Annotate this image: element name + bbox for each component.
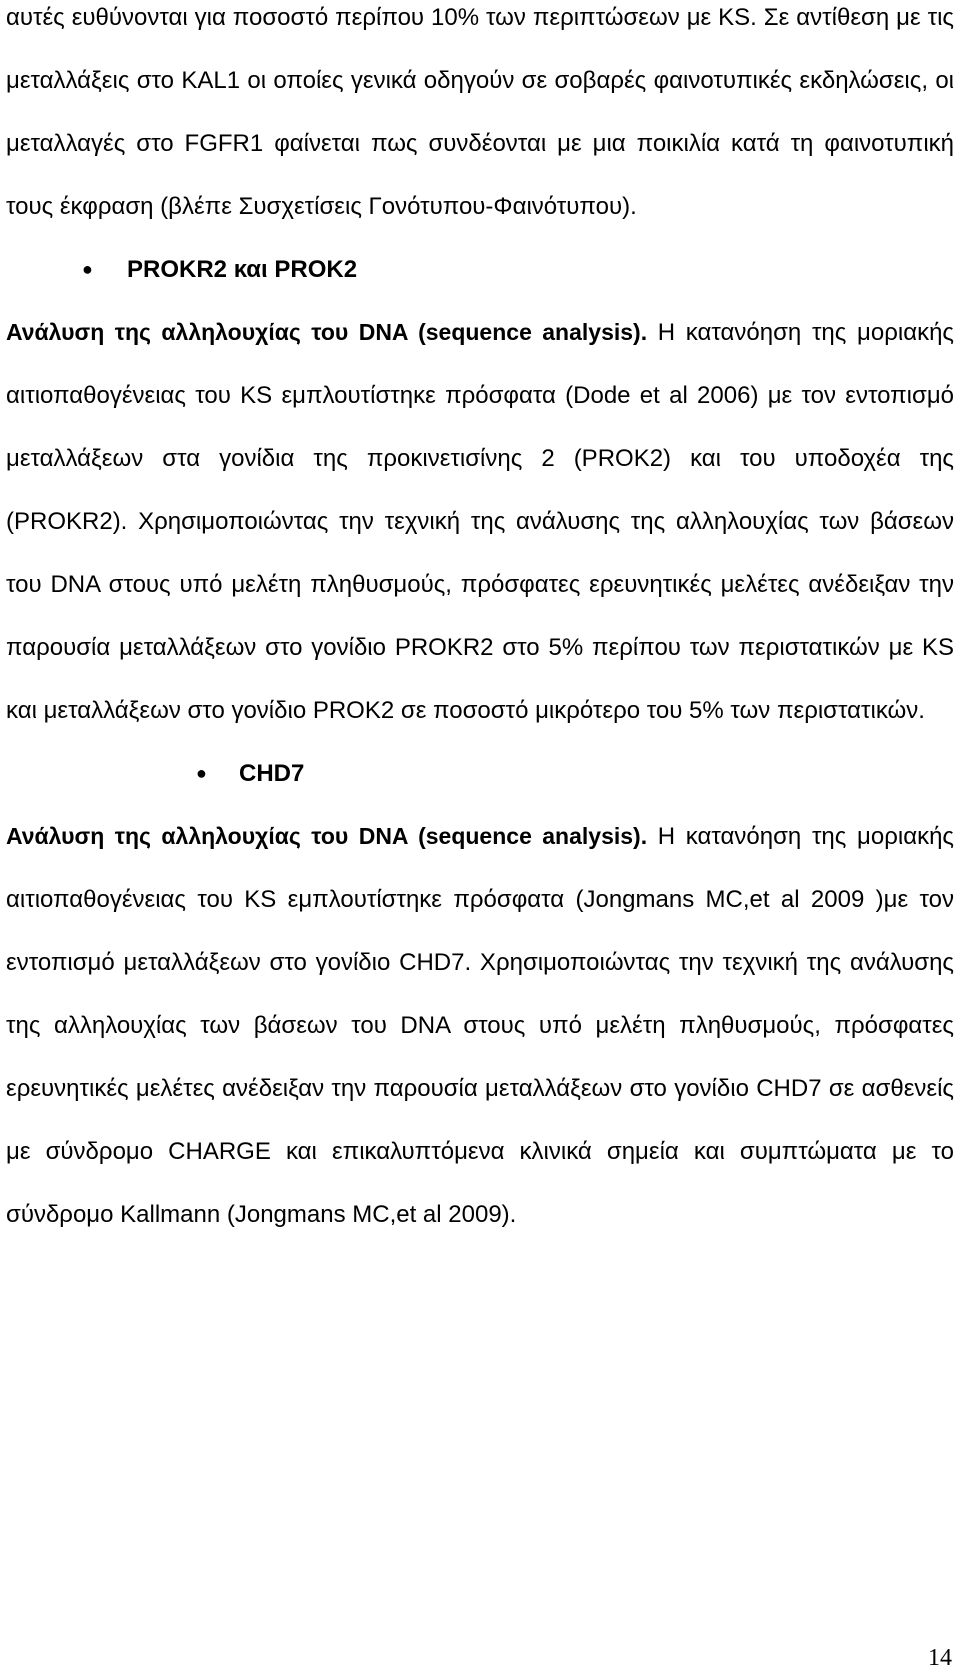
- prokr2-paragraph: [6, 301, 954, 742]
- intro-text: αυτές ευθύνονται για ποσοστό περίπου 10% των περιπτώσεων με KS. Σε αντίθεση με τις μεταλλάξεις στο KAL1 οι οποίες γενικά οδηγούν σε σοβαρές φαινοτυπικές εκδηλώσεις, οι μεταλλαγές στο FGFR1 φαίνεται πως συνδέονται με μια ποικιλία κατά τη φαινοτυπική τους έκφραση (βλέπε Συσχετίσεις Γονότυπου-Φαινότυπου).: [6, 4, 954, 220]
- bullet-item-prokr2: [6, 238, 954, 301]
- chd7-paragraph: [6, 805, 954, 1246]
- bullet-item-chd7: [6, 742, 954, 805]
- chd7-lead-text: Ανάλυση της αλληλουχίας του DNA (sequence analysis).: [6, 823, 648, 849]
- section-heading-chd7: CHD7: [239, 760, 305, 787]
- bullet-dot-icon: ●: [82, 259, 93, 279]
- intro-paragraph: [6, 0, 954, 238]
- chd7-body-text: Η κατανόηση της μοριακής αιτιοπαθογένειας του KS εμπλουτίστηκε πρόσφατα (Jongmans MC,et al 2009 )με τον εντοπισμό μεταλλάξεων στο γονίδιο CHD7. Χρησιμοποιώντας την τεχνική της ανάλυσης της αλληλουχίας των βάσεων του DNA στους υπό μελέτη πληθυσμούς, πρόσφατες ερευνητικές μελέτες ανέδειξαν την παρουσία μεταλλάξεων στο γονίδιο CHD7 σε ασθενείς με σύνδρομο CHARGE και επικαλυπτόμενα κλινικά σημεία και συμπτώματα με το σύνδρομο Kallmann (Jongmans MC,et al 2009).: [6, 823, 954, 1228]
- section-heading-prokr2: PROKR2 και PROK2: [127, 256, 358, 283]
- document-page: [6, 0, 954, 1246]
- prokr2-lead-text: Ανάλυση της αλληλουχίας του DNA (sequence analysis).: [6, 319, 648, 345]
- page-number: 14: [928, 1645, 952, 1671]
- prokr2-body-text: Η κατανόηση της μοριακής αιτιοπαθογένειας του KS εμπλουτίστηκε πρόσφατα (Dode et al 2006) με τον εντοπισμό μεταλλάξεων στα γονίδια της προκινετισίνης 2 (PROK2) και του υποδοχέα της (PROKR2). Χρησιμοποιώντας την τεχνική της ανάλυσης της αλληλουχίας των βάσεων του DNA στους υπό μελέτη πληθυσμούς, πρόσφατες ερευνητικές μελέτες ανέδειξαν την παρουσία μεταλλάξεων στο γονίδιο PROKR2 στο 5% περίπου των περιστατικών με KS και μεταλλάξεων στο γονίδιο PROK2 σε ποσοστό μικρότερο του 5% των περιστατικών.: [6, 319, 954, 724]
- bullet-dot-icon: ●: [196, 763, 207, 783]
